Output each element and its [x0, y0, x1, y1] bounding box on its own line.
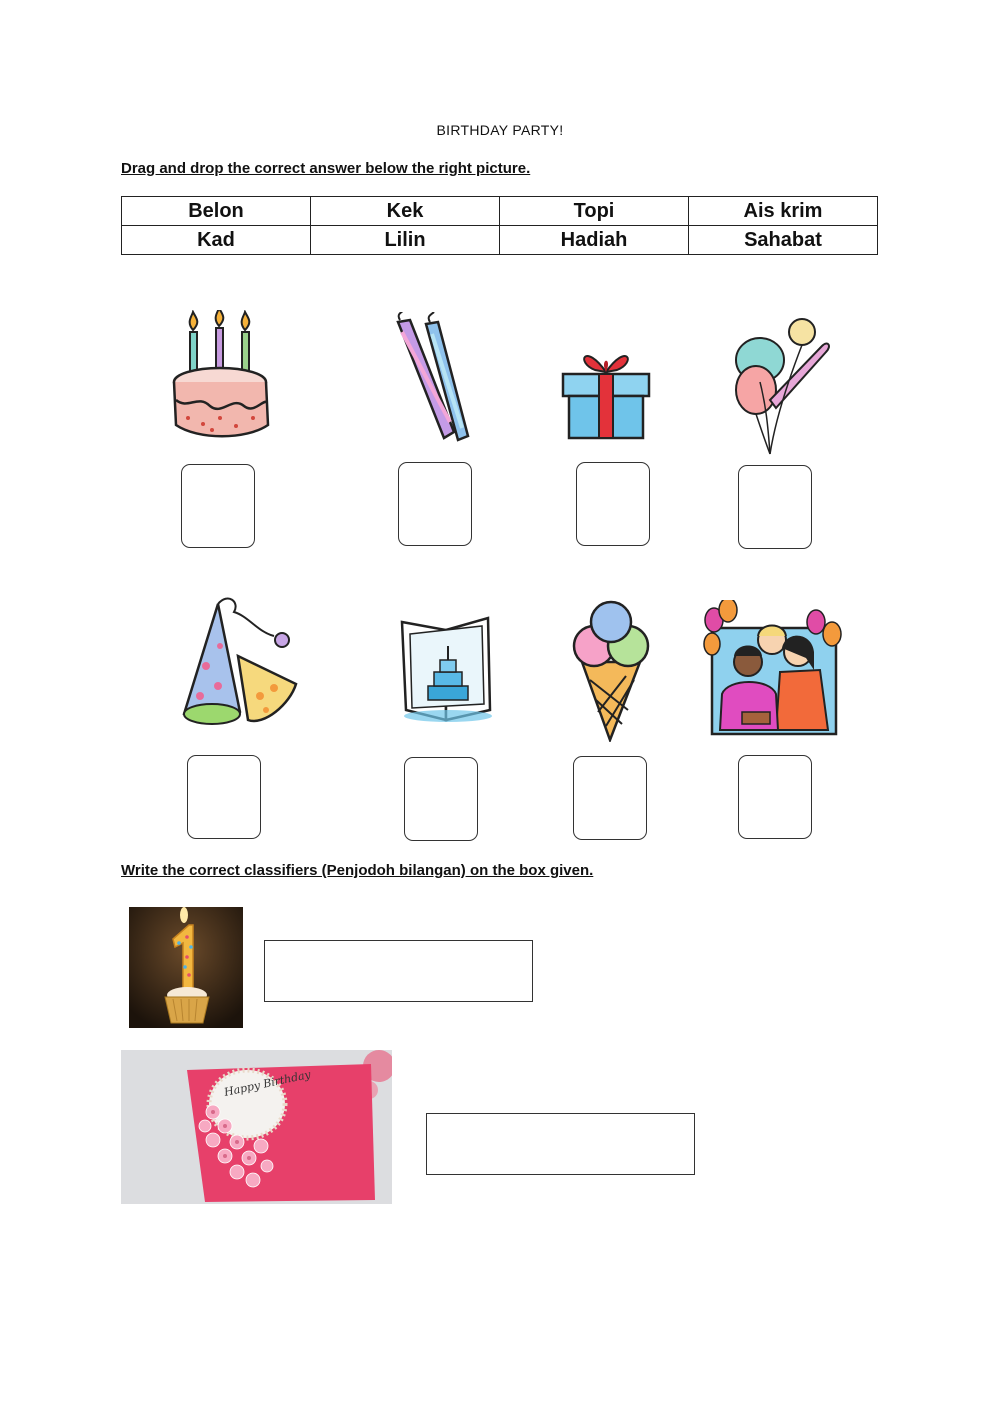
cake-icon	[168, 310, 278, 445]
drop-box-friends[interactable]	[738, 755, 812, 839]
drop-box-gift[interactable]	[576, 462, 650, 546]
balloons-icon	[730, 316, 840, 461]
classifier-answer-box-candle[interactable]	[264, 940, 533, 1002]
party-hats-icon	[178, 596, 303, 728]
classifiers-instruction: Write the correct classifiers (Penjodoh bilangan) on the box given.	[121, 862, 594, 879]
drop-box-birthday-card[interactable]	[404, 757, 478, 841]
candle-cupcake-photo	[129, 907, 243, 1028]
candles-icon	[388, 312, 478, 447]
friends-icon	[702, 600, 842, 738]
drop-box-cake[interactable]	[181, 464, 255, 548]
card-text: Happy Birthday	[222, 1067, 312, 1099]
page-title: BIRTHDAY PARTY!	[436, 122, 564, 138]
birthday-card-photo	[121, 1050, 392, 1204]
word-bank-row	[122, 226, 878, 255]
word-bank-table	[121, 196, 878, 255]
word-option[interactable]: Lilin	[311, 226, 500, 255]
word-option[interactable]: Topi	[500, 197, 689, 226]
word-option[interactable]: Kek	[311, 197, 500, 226]
birthday-card-icon	[396, 610, 496, 725]
word-option[interactable]: Sahabat	[689, 226, 878, 255]
drag-drop-instruction: Drag and drop the correct answer below the right picture.	[121, 160, 531, 177]
word-option[interactable]: Ais krim	[689, 197, 878, 226]
drop-box-ice-cream[interactable]	[573, 756, 647, 840]
drop-box-balloons[interactable]	[738, 465, 812, 549]
word-option[interactable]: Belon	[122, 197, 311, 226]
drop-box-party-hats[interactable]	[187, 755, 261, 839]
drop-box-candles[interactable]	[398, 462, 472, 546]
classifier-answer-box-card[interactable]	[426, 1113, 695, 1175]
word-option[interactable]: Kad	[122, 226, 311, 255]
gift-icon	[555, 342, 655, 442]
word-option[interactable]: Hadiah	[500, 226, 689, 255]
word-bank-row	[122, 197, 878, 226]
ice-cream-icon	[566, 600, 656, 742]
